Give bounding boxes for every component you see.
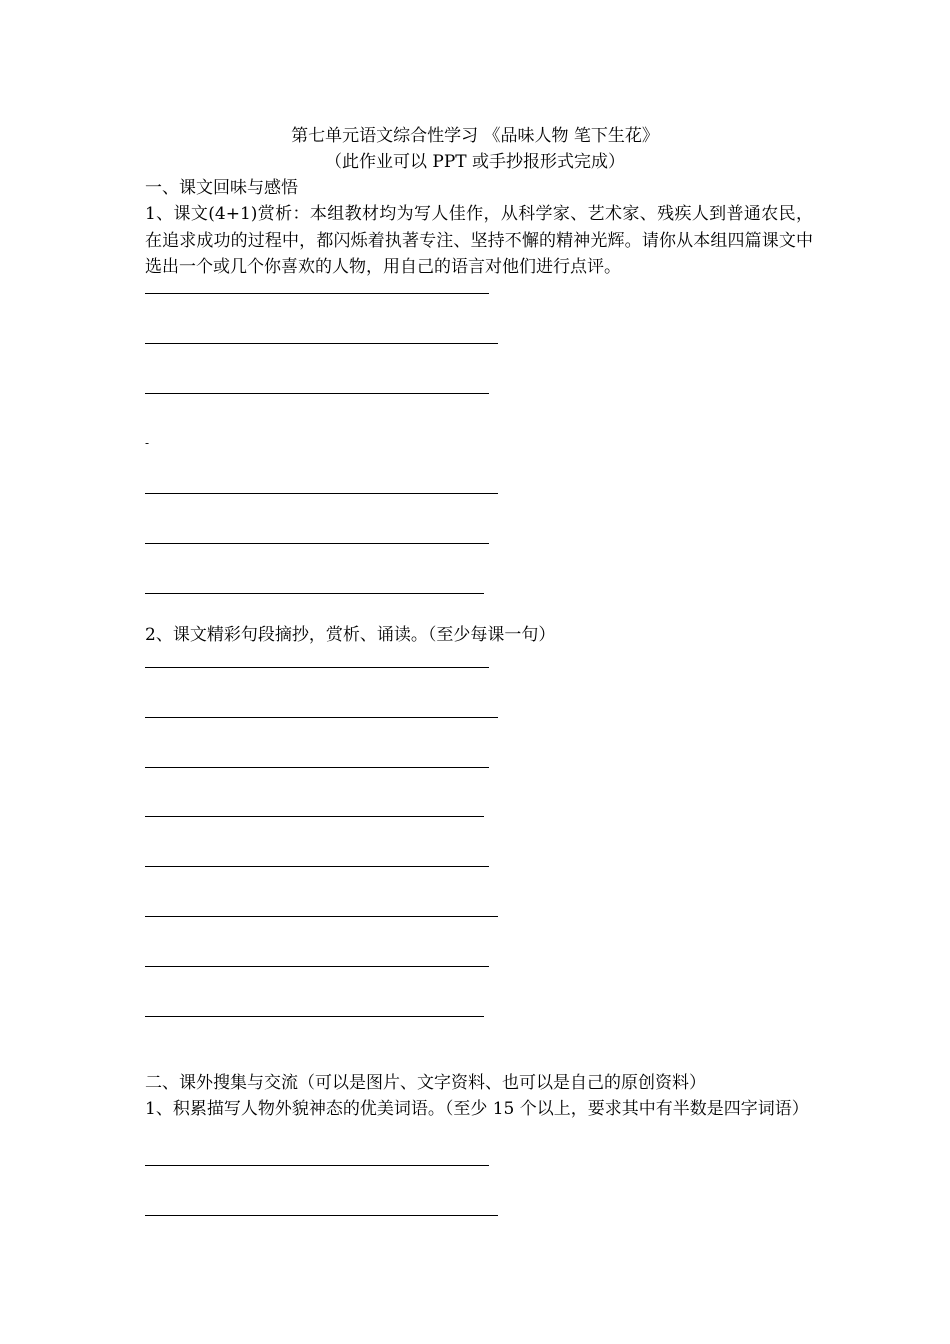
answer-line[interactable]: [145, 916, 498, 917]
answer-line[interactable]: [145, 717, 498, 718]
stray-mark: -: [145, 436, 150, 450]
answer-line[interactable]: [145, 293, 489, 294]
answer-line[interactable]: [145, 343, 498, 344]
section-two-heading: 二、课外搜集与交流（可以是图片、文字资料、也可以是自己的原创资料）: [145, 1073, 706, 1093]
answer-line[interactable]: [145, 816, 484, 817]
page-title: 第七单元语文综合性学习 《品味人物 笔下生花》: [291, 126, 659, 146]
question-2-1: 1、积累描写人物外貌神态的优美词语。（至少 15 个以上，要求其中有半数是四字词语）: [145, 1099, 809, 1119]
answer-line[interactable]: [145, 767, 489, 768]
answer-line[interactable]: [145, 1016, 484, 1017]
answer-line[interactable]: [145, 1215, 498, 1216]
question-1-2: 2、课文精彩句段摘抄，赏析、诵读。（至少每课一句）: [145, 625, 556, 645]
section-one-heading: 一、课文回味与感悟: [145, 178, 298, 198]
answer-line[interactable]: [145, 667, 489, 668]
page-subtitle: （此作业可以 PPT 或手抄报形式完成）: [324, 152, 626, 172]
answer-line[interactable]: [145, 393, 489, 394]
answer-line[interactable]: [145, 493, 498, 494]
answer-line[interactable]: [145, 966, 489, 967]
answer-line[interactable]: [145, 866, 489, 867]
answer-line[interactable]: [145, 1165, 489, 1166]
answer-line[interactable]: [145, 593, 484, 594]
answer-line[interactable]: [145, 543, 489, 544]
question-1-1: 1、课文(4+1)赏析：本组教材均为写人佳作，从科学家、艺术家、残疾人到普通农民，在追求成功的过程中，都闪烁着执著专注、坚持不懈的精神光辉。请你从本组四篇课文中选出一个或几个你喜欢的人物，用自己的语言对他们进行点评。: [145, 204, 813, 277]
